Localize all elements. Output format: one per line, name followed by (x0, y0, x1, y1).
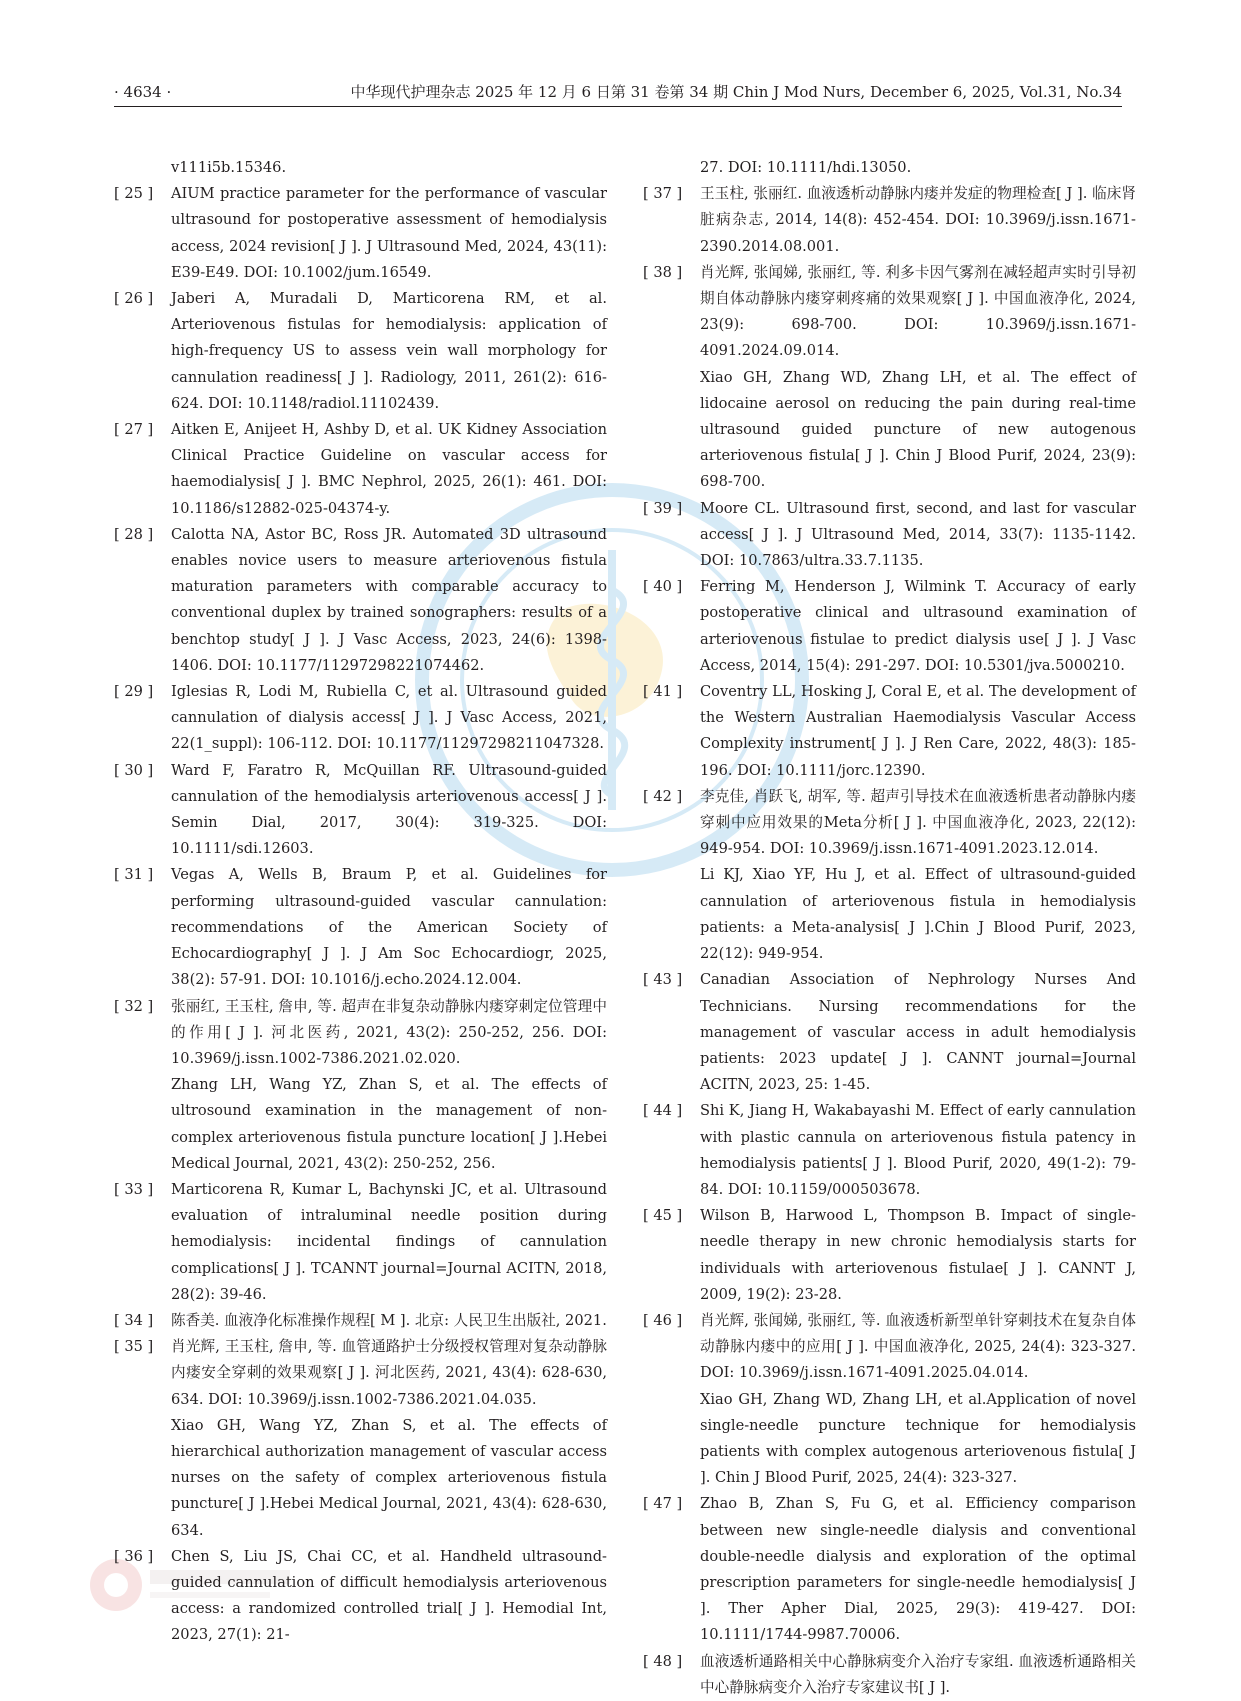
reference-number: [ 29 ] (114, 683, 154, 701)
reference-text: 张丽红, 王玉柱, 詹申, 等. 超声在非复杂动静脉内瘘穿刺定位管理中的作用[ J ]. 河北医药, 2021, 43(2): 250-252, 256. DOI: 10.3969/j.issn.1002-7386.2021.02.020. (171, 997, 607, 1067)
reference-list-left (114, 181, 607, 1648)
reference-item (114, 286, 607, 417)
reference-text: Moore CL. Ultrasound first, second, and last for vascular access[ J ]. J Ultrasound Med, 2014, 33(7): 1135-1142. DOI: 10.7863/ultra.33.7.1135. (700, 499, 1136, 570)
reference-text: Ward F, Faratro R, McQuillan RF. Ultrasound-guided cannulation of the hemodialysis arteriovenous access[ J ]. Semin Dial, 2017, 30(4): 319-325. DOI: 10.1111/sdi.12603. (171, 761, 607, 858)
reference-number: [ 30 ] (114, 761, 154, 779)
reference-text: 肖光辉, 王玉柱, 詹申, 等. 血管通路护士分级授权管理对复杂动静脉内瘘安全穿刺的效果观察[ J ]. 河北医药, 2021, 43(4): 628-630, 634. DOI: 10.3969/j.issn.1002-7386.2021.04.035. (171, 1338, 607, 1408)
reference-number: [ 46 ] (643, 1311, 683, 1329)
reference-translation: Zhang LH, Wang YZ, Zhan S, et al. The effects of ultrosound examination in the management of non-complex arteriovenous fistula puncture location[ J ].Hebei Medical Journal, 2021, 43(2): 250-252, 256. (171, 1076, 607, 1172)
reference-number: [ 27 ] (114, 421, 154, 439)
reference-number: [ 40 ] (643, 578, 683, 596)
reference-number: [ 26 ] (114, 290, 154, 308)
reference-item (114, 994, 607, 1177)
reference-item (114, 758, 607, 863)
reference-item (643, 1491, 1136, 1648)
reference-text: 肖光辉, 张闻娣, 张丽红, 等. 血液透析新型单针穿刺技术在复杂自体动静脉内瘘中的应用[ J ]. 中国血液净化, 2025, 24(4): 323-327. DOI: 10.3969/j.issn.1671-4091.2025.04.014. (700, 1311, 1136, 1382)
reference-text: Ferring M, Henderson J, Wilmink T. Accuracy of early postoperative clinical and ultrasound examination of arteriovenous fistulae to predict dialysis use[ J ]. J Vasc Access, 2014, 15(4): 291-297. DOI: 10.5301/jva.5000210. (700, 578, 1136, 674)
reference-list-right (643, 181, 1136, 1701)
reference-item (114, 1334, 607, 1544)
reference-translation: Xiao GH, Zhang WD, Zhang LH, et al.Application of novel single-needle puncture technique for hemodialysis patients with complex autogenous arteriovenous fistula[ J ]. Chin J Blood Purif, 2025, 24(4): 323-327. (700, 1390, 1136, 1487)
reference-item (114, 862, 607, 993)
reference-number: [ 45 ] (643, 1207, 683, 1225)
reference-text: 血液透析通路相关中心静脉病变介入治疗专家组. 血液透析通路相关中心静脉病变介入治疗专家建议书[ J ]. (700, 1652, 1136, 1696)
reference-text: Vegas A, Wells B, Braum P, et al. Guidelines for performing ultrasound-guided vascular cannulation: recommendations of the American Society of Echocardiography[ J ]. J Am Soc Echocardiogr, 2025, 38(2): 57-91. DOI: 10.1016/j.echo.2024.12.004. (171, 866, 607, 989)
left-column (114, 155, 607, 1649)
reference-number: [ 35 ] (114, 1338, 154, 1356)
reference-item (643, 496, 1136, 575)
reference-text: Iglesias R, Lodi M, Rubiella C, et al. Ultrasound guided cannulation of dialysis access[ J ]. J Vasc Access, 2021, 22(1_suppl): 106-112. DOI: 10.1177/11297298211047328. (171, 683, 607, 753)
journal-citation: 中华现代护理杂志 2025 年 12 月 6 日第 31 卷第 34 期 Chin J Mod Nurs, December 6, 2025, Vol.31, No.34 (350, 83, 1122, 101)
page-number: · 4634 · (114, 83, 172, 101)
reference-number: [ 28 ] (114, 525, 154, 543)
reference-item (643, 679, 1136, 784)
reference-number: [ 25 ] (114, 185, 154, 203)
reference-item (643, 1308, 1136, 1491)
reference-number: [ 36 ] (114, 1547, 154, 1565)
reference-item (643, 967, 1136, 1098)
reference-continuation: v111i5b.15346. (171, 159, 287, 176)
reference-text: 肖光辉, 张闻娣, 张丽红, 等. 利多卡因气雾剂在减轻超声实时引导初期自体动静脉内瘘穿刺疼痛的效果观察[ J ]. 中国血液净化, 2024, 23(9): 698-700. DOI: 10.3969/j.issn.1671-4091.2024.09.014. (700, 263, 1136, 360)
reference-text: Canadian Association of Nephrology Nurses And Technicians. Nursing recommendations for the management of vascular access in adult hemodialysis patients: 2023 update[ J ]. CANNT journal=Journal ACITN, 2023, 25: 1-45. (700, 971, 1136, 1094)
reference-number: [ 41 ] (643, 683, 683, 701)
reference-item (114, 1308, 607, 1334)
reference-number: [ 33 ] (114, 1180, 154, 1198)
reference-text: Coventry LL, Hosking J, Coral E, et al. The development of the Western Australian Haemodialysis Vascular Access Complexity instrument[ J ]. J Ren Care, 2022, 48(3): 185-196. DOI: 10.1111/jorc.12390. (700, 683, 1136, 779)
reference-item (643, 574, 1136, 679)
reference-number: [ 42 ] (643, 787, 683, 805)
running-header (114, 78, 1122, 107)
reference-text: Chen S, Liu JS, Chai CC, et al. Handheld ultrasound-guided cannulation of difficult hemodialysis arteriovenous access: a randomized controlled trial[ J ]. Hemodial Int, 2023, 27(1): 21- (171, 1547, 607, 1644)
reference-item (643, 260, 1136, 496)
reference-text: 王玉柱, 张丽红. 血液透析动静脉内瘘并发症的物理检查[ J ]. 临床肾脏病杂志, 2014, 14(8): 452-454. DOI: 10.3969/j.issn.1671-2390.2014.08.001. (700, 185, 1136, 255)
reference-number: [ 37 ] (643, 185, 683, 203)
reference-item (114, 1177, 607, 1308)
reference-translation: Xiao GH, Zhang WD, Zhang LH, et al. The effect of lidocaine aerosol on reducing the pain during real-time ultrasound guided puncture of new autogenous arteriovenous fistula[ J ]. Chin J Blood Purif, 2024, 23(9): 698-700. (700, 368, 1136, 491)
reference-number: [ 47 ] (643, 1495, 683, 1513)
reference-continuation: 27. DOI: 10.1111/hdi.13050. (700, 159, 912, 176)
reference-number: [ 38 ] (643, 263, 683, 281)
reference-item (643, 1098, 1136, 1203)
reference-item (643, 784, 1136, 967)
reference-text: Wilson B, Harwood L, Thompson B. Impact of single-needle therapy in new chronic hemodialysis starts for individuals with arteriovenous fistulae[ J ]. CANNT J, 2009, 19(2): 23-28. (700, 1207, 1136, 1303)
reference-text: Aitken E, Anijeet H, Ashby D, et al. UK Kidney Association Clinical Practice Guideline on vascular access for haemodialysis[ J ]. BMC Nephrol, 2025, 26(1): 461. DOI: 10.1186/s12882-025-04374-y. (171, 421, 607, 517)
reference-number: [ 44 ] (643, 1102, 683, 1120)
reference-number: [ 32 ] (114, 997, 154, 1015)
reference-translation: Li KJ, Xiao YF, Hu J, et al. Effect of ultrasound-guided cannulation of arteriovenous fistula in hemodialysis patients: a Meta-analysis[ J ].Chin J Blood Purif, 2023, 22(12): 949-954. (700, 866, 1136, 963)
reference-number: [ 48 ] (643, 1652, 683, 1670)
reference-item (643, 1203, 1136, 1308)
reference-item (643, 181, 1136, 260)
reference-item (643, 1649, 1136, 1701)
reference-item (114, 679, 607, 758)
reference-number: [ 31 ] (114, 866, 154, 884)
reference-number: [ 34 ] (114, 1311, 154, 1329)
reference-number: [ 43 ] (643, 971, 683, 989)
right-column (643, 155, 1136, 1701)
reference-text: AIUM practice parameter for the performance of vascular ultrasound for postoperative assessment of hemodialysis access, 2024 revision[ J ]. J Ultrasound Med, 2024, 43(11): E39-E49. DOI: 10.1002/jum.16549. (171, 185, 607, 281)
reference-text: 李克佳, 肖跃飞, 胡军, 等. 超声引导技术在血液透析患者动静脉内瘘穿刺中应用效果的Meta分析[ J ]. 中国血液净化, 2023, 22(12): 949-954. DOI: 10.3969/j.issn.1671-4091.2023.12.014. (700, 787, 1136, 858)
reference-text: Zhao B, Zhan S, Fu G, et al. Efficiency comparison between new single-needle dialysis and conventional double-needle dialysis and exploration of the optimal prescription parameters for single-needle hemodialysis[ J ]. Ther Apher Dial, 2025, 29(3): 419-427. DOI: 10.1111/1744-9987.70006. (700, 1495, 1136, 1644)
reference-translation: Xiao GH, Wang YZ, Zhan S, et al. The effects of hierarchical authorization management of vascular access nurses on the safety of complex arteriovenous fistula puncture[ J ].Hebei Medical Journal, 2021, 43(4): 628-630, 634. (171, 1416, 607, 1539)
reference-text: Calotta NA, Astor BC, Ross JR. Automated 3D ultrasound enables novice users to measure arteriovenous fistula maturation parameters with comparable accuracy to conventional duplex by trained sonographers: results of a benchtop study[ J ]. J Vasc Access, 2023, 24(6): 1398-1406. DOI: 10.1177/11297298221074462. (171, 525, 607, 674)
reference-item (114, 417, 607, 522)
reference-item (114, 1544, 607, 1649)
reference-number: [ 39 ] (643, 499, 683, 517)
reference-text: Jaberi A, Muradali D, Marticorena RM, et al. Arteriovenous fistulas for hemodialysis: application of high-frequency US to assess vein wall morphology for cannulation readiness[ J ]. Radiology, 2011, 261(2): 616-624. DOI: 10.1148/radiol.11102439. (171, 290, 607, 412)
reference-item (114, 181, 607, 286)
reference-text: Shi K, Jiang H, Wakabayashi M. Effect of early cannulation with plastic cannula on arteriovenous fistula patency in hemodialysis patients[ J ]. Blood Purif, 2020, 49(1-2): 79-84. DOI: 10.1159/000503678. (700, 1102, 1136, 1198)
reference-text: 陈香美. 血液净化标准操作规程[ M ]. 北京: 人民卫生出版社, 2021. (171, 1311, 607, 1329)
reference-item (114, 522, 607, 679)
reference-text: Marticorena R, Kumar L, Bachynski JC, et al. Ultrasound evaluation of intraluminal needle position during hemodialysis: incidental findings of cannulation complications[ J ]. TCANNT journal=Journal ACITN, 2018, 28(2): 39-46. (171, 1180, 607, 1303)
